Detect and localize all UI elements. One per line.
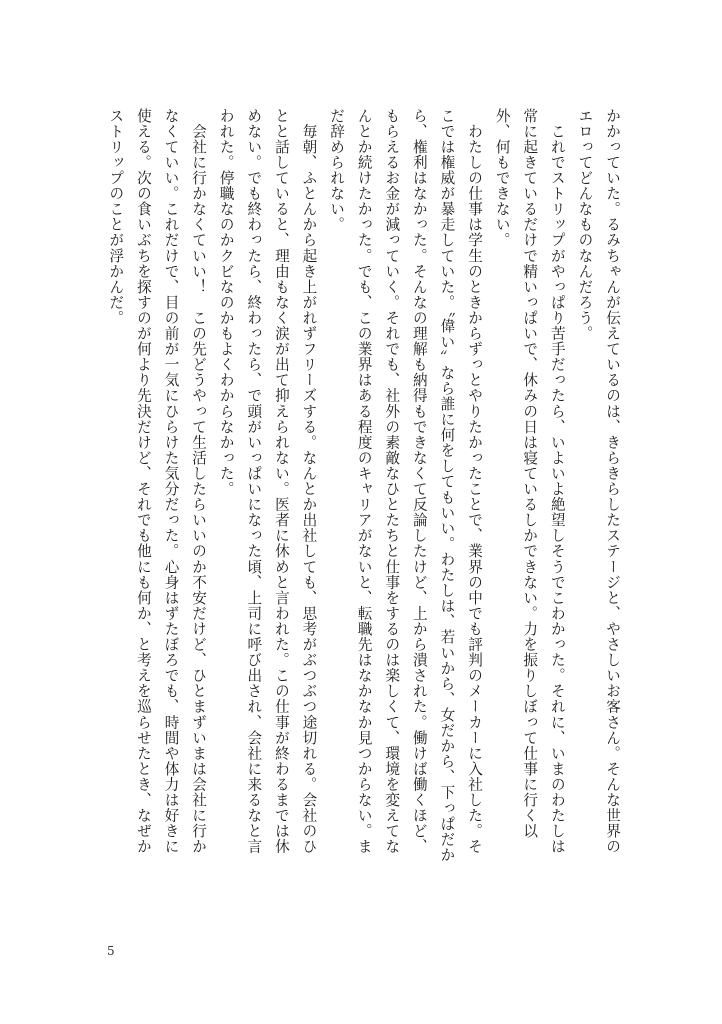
paragraph: 毎朝、ふとんから起き上がれずフリーズする。なんとか出社しても、思考がぶつぶつ途切れる。会社のひとと話していると、理由もなく涙が出て抑えられない。医者に休めと言われた。この仕事が終わるまでは休めない。でも終わったら、終わったら、で頭がいっぱいになった頃、上司に呼び出され、会社に来るなと言われた。停職なのかクビなのかもよくわからなかった。 bbox=[217, 108, 318, 855]
page-number: 5 bbox=[107, 944, 115, 958]
paragraph: わたしの仕事は学生のときからずっとやりたかったことで、業界の中でも評判のメーカーに入社した。そこでは権威が暴走していた。〝偉い〟なら誰に何をしてもいい。わたしは、若いから、女だから、下っぱだから、権利はなかった。そんなの理解も納得もできなくて反論したけど、上から潰された。働けば働くほど、もらえるお金が減っていく。それでも、社外の素敵なひとたちと仕事をするのは楽しくて、環境を変えてなんとか続けたかった。でも、この業界はある程度のキャリアがないと、転職先はなかなか見つからない。まだ辞められない。 bbox=[328, 108, 484, 863]
paragraph: かかっていた。るみちゃんが伝えているのは、きらきらしたステージと、やさしいお客さん。そんな世界のエロってどんなものなんだろう。 bbox=[576, 108, 621, 855]
vertical-text-body bbox=[86, 108, 626, 868]
paragraph: 会社に行かなくていい！ この先どうやって生活したらいいのか不安だけど、ひとまずいまは会社に行かなくていい。これだけで、目の前が一気にひらけた気分だった。心身はずたぼろでも、時間や体力は好きに使える。次の食いぶちを探すのが何より先決だけど、それでも他にも何か、と考えを巡らせたとき、なぜかストリップのことが浮かんだ。 bbox=[107, 108, 208, 855]
paragraph: これでストリップがやっぱり苦手だったら、いよいよ絶望しそうでこわかった。それに、いまのわたしは常に起きているだけで精いっぱいで、休みの日は寝ているしかできない。力を振りしぼって仕事に行く以外、何もできない。 bbox=[493, 108, 566, 855]
